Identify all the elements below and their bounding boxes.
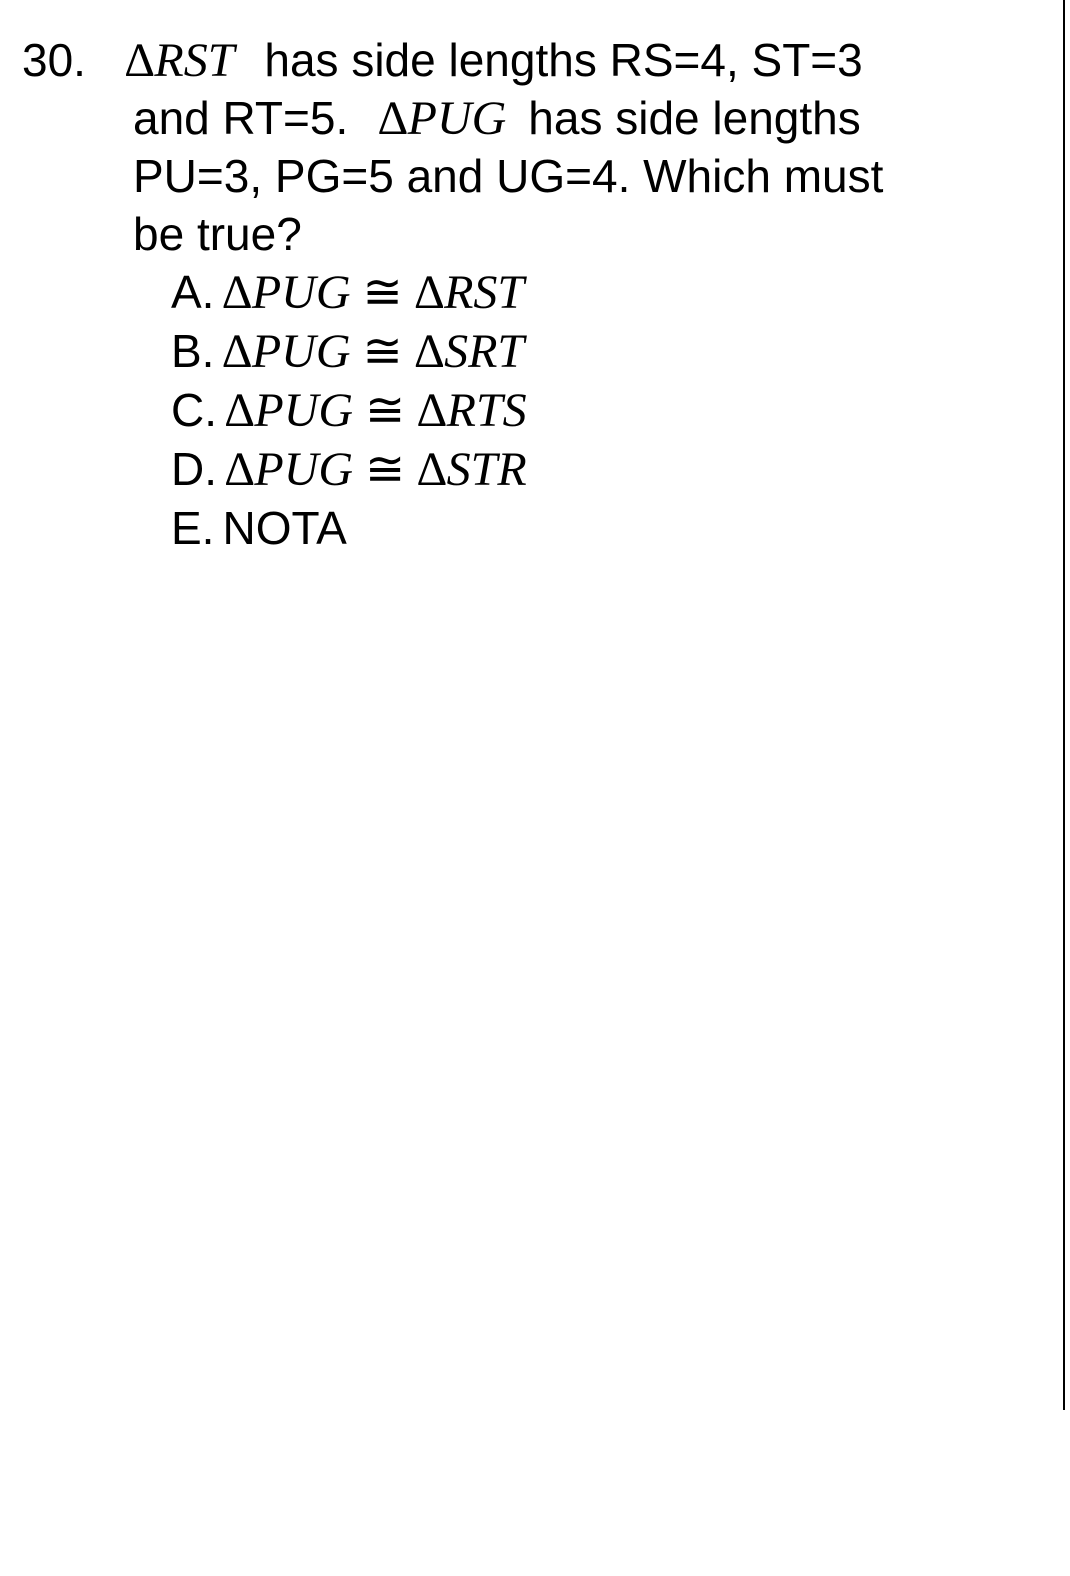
question-text-2b: has side lengths — [528, 92, 861, 144]
option-a — [171, 263, 524, 321]
question-line-4: be true? — [133, 208, 302, 260]
option-label: D. — [171, 443, 217, 495]
option-expression: ∆PUG ≅ ∆RST — [222, 266, 525, 319]
option-b — [171, 322, 524, 380]
question-text-1: has side lengths RS=4, ST=3 — [264, 34, 863, 86]
option-label: A. — [171, 266, 215, 318]
option-label: B. — [171, 325, 215, 377]
option-c — [171, 381, 527, 439]
triangle-pug: ∆PUG — [378, 92, 507, 145]
question-line-1 — [125, 31, 863, 89]
option-expression: ∆PUG ≅ ∆RTS — [225, 384, 527, 437]
question-text-2a: and RT=5. — [133, 92, 349, 144]
question-line-2 — [133, 89, 861, 147]
option-d — [171, 440, 527, 498]
option-text: NOTA — [222, 502, 347, 554]
option-label: C. — [171, 384, 217, 436]
option-expression: ∆PUG ≅ ∆STR — [225, 443, 527, 496]
option-label: E. — [171, 502, 215, 554]
question-number: 30. — [22, 34, 86, 86]
option-expression: ∆PUG ≅ ∆SRT — [222, 325, 525, 378]
right-margin-rule — [1063, 0, 1065, 1410]
question-line-3: PU=3, PG=5 and UG=4. Which must — [133, 150, 884, 202]
triangle-rst: ∆RST — [125, 34, 235, 87]
option-e — [171, 499, 347, 557]
